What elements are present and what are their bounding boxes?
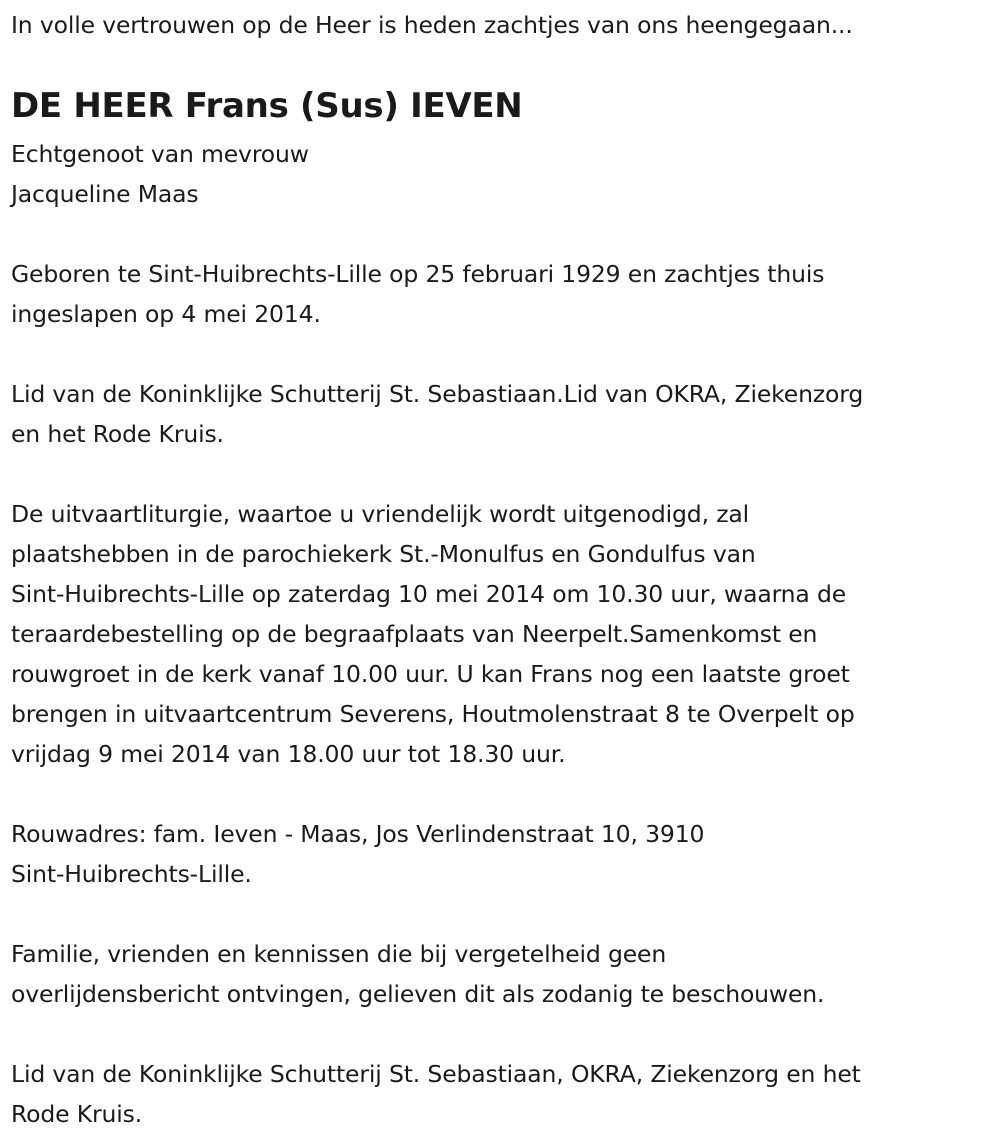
- intro-text: In volle vertrouwen op de Heer is heden zachtjes van ons heengegaan...: [11, 11, 853, 39]
- closing-line: Rode Kruis.: [11, 1100, 143, 1128]
- spouse-paragraph: [11, 134, 309, 214]
- family-line: overlijdensbericht ontvingen, gelieven dit als zodanig te beschouwen.: [11, 980, 825, 1008]
- funeral-line: teraardebestelling op de begraafplaats van Neerpelt.Samenkomst en: [11, 620, 818, 648]
- family-line: Familie, vrienden en kennissen die bij vergetelheid geen: [11, 940, 667, 968]
- membership-line: en het Rode Kruis.: [11, 420, 224, 448]
- address-line: Rouwadres: fam. Ieven - Maas, Jos Verlindenstraat 10, 3910: [11, 820, 705, 848]
- funeral-line: rouwgroet in de kerk vanaf 10.00 uur. U kan Frans nog een laatste groet: [11, 660, 850, 688]
- spouse-line: Echtgenoot van mevrouw: [11, 140, 309, 168]
- birth-line: ingeslapen op 4 mei 2014.: [11, 300, 321, 328]
- funeral-line: plaatshebben in de parochiekerk St.-Monulfus en Gondulfus van: [11, 540, 756, 568]
- funeral-line: vrijdag 9 mei 2014 van 18.00 uur tot 18.30 uur.: [11, 740, 566, 768]
- closing-line: Lid van de Koninklijke Schutterij St. Sebastiaan, OKRA, Ziekenzorg en het: [11, 1060, 861, 1088]
- funeral-paragraph: [11, 494, 855, 774]
- birth-paragraph: [11, 254, 824, 334]
- address-line: Sint-Huibrechts-Lille.: [11, 860, 252, 888]
- closing-paragraph: [11, 1054, 861, 1134]
- funeral-line: brengen in uitvaartcentrum Severens, Houtmolenstraat 8 te Overpelt op: [11, 700, 855, 728]
- family-paragraph: [11, 934, 824, 1014]
- deceased-name-heading: DE HEER Frans (Sus) IEVEN: [11, 86, 523, 126]
- membership-line: Lid van de Koninklijke Schutterij St. Sebastiaan.Lid van OKRA, Ziekenzorg: [11, 380, 864, 408]
- funeral-line: De uitvaartliturgie, waartoe u vriendelijk wordt uitgenodigd, zal: [11, 500, 750, 528]
- funeral-line: Sint-Huibrechts-Lille op zaterdag 10 mei 2014 om 10.30 uur, waarna de: [11, 580, 847, 608]
- birth-line: Geboren te Sint-Huibrechts-Lille op 25 februari 1929 en zachtjes thuis: [11, 260, 825, 288]
- membership-paragraph: [11, 374, 863, 454]
- spouse-line: Jacqueline Maas: [11, 180, 199, 208]
- address-paragraph: [11, 814, 704, 894]
